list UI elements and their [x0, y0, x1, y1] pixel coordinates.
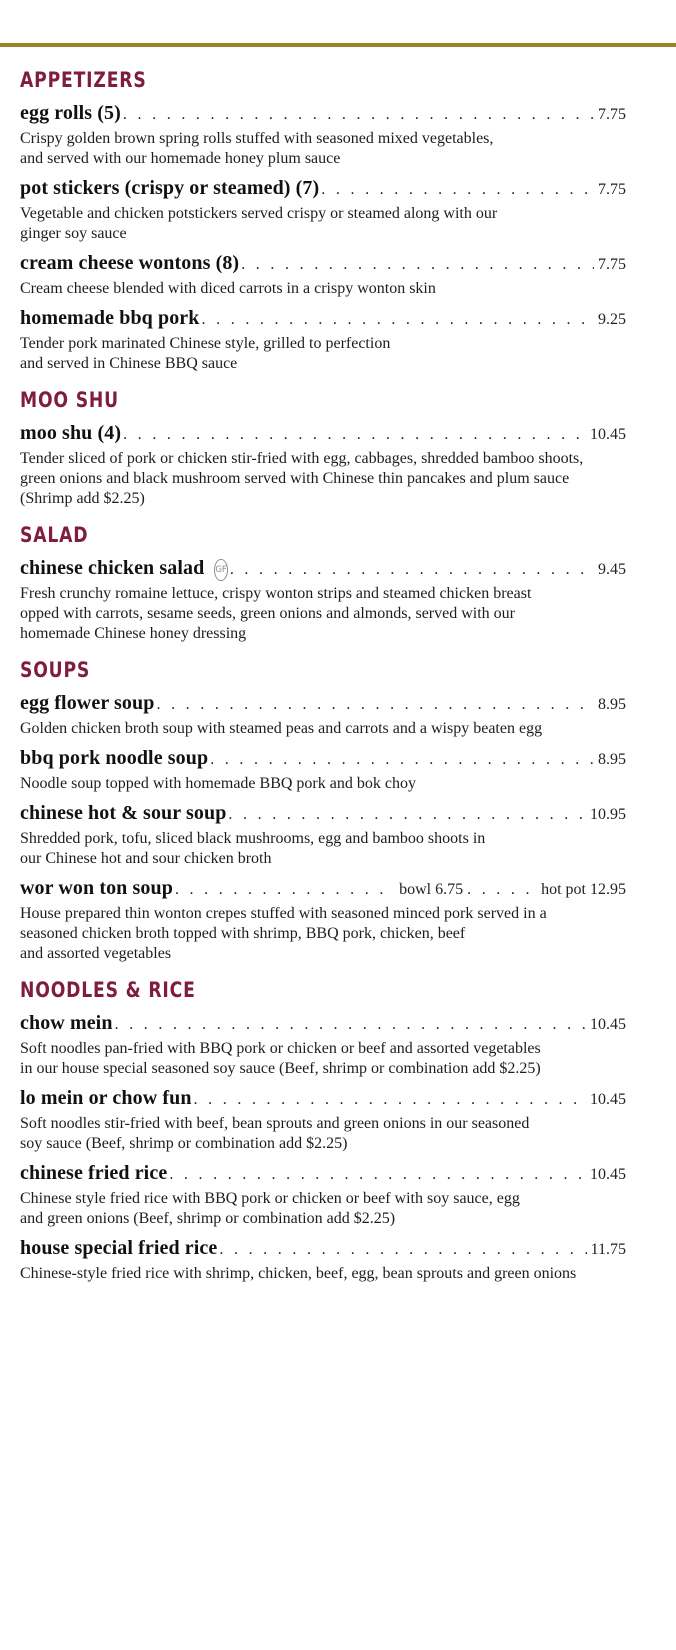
item-price: 7.75: [598, 181, 626, 198]
item-name: cream cheese wontons (8): [20, 252, 240, 274]
gluten-free-icon: GF: [214, 559, 227, 581]
item-price-hot-pot: hot pot 12.95: [541, 881, 626, 898]
item-price: 7.75: [598, 106, 626, 123]
item-description: Soft noodles pan-fried with BBQ pork or chicken or beef and assorted vegetables in our house special seasoned soy sauce (Beef, shrimp or combination add $2.25): [20, 1040, 541, 1077]
dot-leader: [321, 177, 594, 203]
dot-leader: [202, 307, 594, 333]
item-price: 10.45: [590, 1091, 626, 1108]
item-name: house special fried rice: [20, 1237, 218, 1259]
menu-item: [20, 100, 626, 169]
menu-page: [20, 66, 626, 1296]
item-description: Golden chicken broth soup with steamed peas and carrots and a wispy beaten egg: [20, 720, 543, 737]
section-noodles-rice: [20, 976, 626, 1284]
item-price: 10.95: [590, 806, 626, 823]
item-description: Noodle soup topped with homemade BBQ pork and bok choy: [20, 775, 416, 792]
dot-leader: [228, 802, 586, 828]
item-description: Fresh crunchy romaine lettuce, crispy wonton strips and steamed chicken breast opped with carrots, sesame seeds, green onions and almonds, served with our homemade Chinese honey dressing: [20, 585, 532, 642]
item-price: 11.75: [590, 1241, 626, 1258]
dot-leader: [467, 877, 537, 903]
menu-item: [20, 1010, 626, 1079]
dot-leader: [210, 747, 594, 773]
item-name: chinese hot & sour soup: [20, 802, 227, 824]
item-description: Cream cheese blended with diced carrots in a crispy wonton skin: [20, 280, 436, 297]
item-name: wor won ton soup: [20, 877, 173, 899]
dot-leader: [169, 1162, 586, 1188]
item-name: moo shu (4): [20, 422, 122, 444]
item-description: House prepared thin wonton crepes stuffed with seasoned minced pork served in a seasoned chicken broth topped with shrimp, BBQ pork, chicken, beef and assorted vegetables: [20, 905, 547, 962]
section-salad: [20, 521, 626, 644]
menu-item: [20, 175, 626, 244]
item-description: Chinese-style fried rice with shrimp, chicken, beef, egg, bean sprouts and green onions: [20, 1265, 577, 1282]
section-appetizers: [20, 66, 626, 374]
item-name: egg flower soup: [20, 692, 155, 714]
section-title: SALAD: [20, 523, 89, 547]
menu-item: [20, 1085, 626, 1154]
item-price: 9.45: [598, 561, 626, 578]
dot-leader: [241, 252, 594, 278]
dot-leader: [123, 422, 586, 448]
dot-leader: [175, 877, 391, 903]
menu-item: [20, 875, 626, 964]
item-description: Tender sliced of pork or chicken stir-fried with egg, cabbages, shredded bamboo shoots, green onions and black mushroom served with Chinese thin pancakes and plum sauce (Shrimp add $2.25): [20, 450, 584, 507]
section-title: APPETIZERS: [20, 68, 147, 92]
item-description: Crispy golden brown spring rolls stuffed with seasoned mixed vegetables, and served with our homemade honey plum sauce: [20, 130, 494, 167]
section-soups: [20, 656, 626, 964]
item-name: bbq pork noodle soup: [20, 747, 209, 769]
item-description: Shredded pork, tofu, sliced black mushrooms, egg and bamboo shoots in our Chinese hot and sour chicken broth: [20, 830, 486, 867]
menu-item: [20, 420, 626, 509]
item-name: chinese chicken salad: [20, 557, 205, 579]
item-name: egg rolls (5): [20, 102, 121, 124]
item-name: chow mein: [20, 1012, 113, 1034]
menu-item: [20, 800, 626, 869]
menu-item: [20, 250, 626, 299]
item-price: 9.25: [598, 311, 626, 328]
dot-leader: [194, 1087, 586, 1113]
menu-item: [20, 1160, 626, 1229]
item-price: 10.45: [590, 1016, 626, 1033]
top-divider-rule: [0, 43, 676, 47]
item-name: chinese fried rice: [20, 1162, 168, 1184]
item-name: lo mein or chow fun: [20, 1087, 192, 1109]
section-moo-shu: [20, 386, 626, 509]
item-name: homemade bbq pork: [20, 307, 200, 329]
item-description: Tender pork marinated Chinese style, grilled to perfection and served in Chinese BBQ sauce: [20, 335, 391, 372]
dot-leader: [219, 1237, 586, 1263]
item-price: 7.75: [598, 256, 626, 273]
item-price: 8.95: [598, 751, 626, 768]
menu-item: [20, 1235, 626, 1284]
item-name: pot stickers (crispy or steamed) (7): [20, 177, 320, 199]
item-price: 8.95: [598, 696, 626, 713]
menu-item: [20, 690, 626, 739]
dot-leader: [123, 102, 594, 128]
section-title: MOO SHU: [20, 388, 119, 412]
dot-leader: [115, 1012, 586, 1038]
dot-leader: [156, 692, 594, 718]
menu-item: [20, 745, 626, 794]
item-description: Chinese style fried rice with BBQ pork or chicken or beef with soy sauce, egg and green onions (Beef, shrimp or combination add $2.25): [20, 1190, 520, 1227]
menu-item: [20, 305, 626, 374]
menu-item: [20, 555, 626, 644]
item-price: 10.45: [590, 426, 626, 443]
item-price: 10.45: [590, 1166, 626, 1183]
section-title: SOUPS: [20, 658, 91, 682]
item-price-bowl: bowl 6.75: [399, 881, 464, 898]
section-title: NOODLES & RICE: [20, 978, 196, 1002]
item-description: Soft noodles stir-fried with beef, bean sprouts and green onions in our seasoned soy sauce (Beef, shrimp or combination add $2.25): [20, 1115, 530, 1152]
item-description: Vegetable and chicken potstickers served crispy or steamed along with our ginger soy sauce: [20, 205, 498, 242]
dot-leader: [230, 557, 594, 583]
